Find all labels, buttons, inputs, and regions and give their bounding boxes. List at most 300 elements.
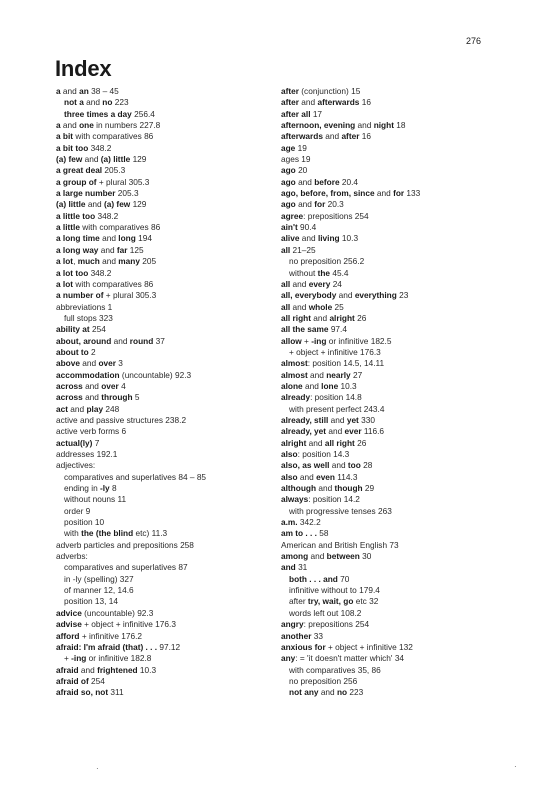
index-text: active and passive structures 238.2: [56, 414, 187, 425]
index-text: 20: [295, 165, 308, 176]
index-entry: [281, 506, 521, 517]
index-term: and: [281, 562, 296, 573]
index-entry: [281, 574, 521, 585]
index-text: 223: [112, 97, 129, 108]
index-entry: [56, 370, 271, 381]
index-entry: [56, 336, 271, 347]
index-entry: [281, 211, 521, 222]
index-term: ago: [281, 199, 296, 210]
index-entry: [281, 676, 521, 687]
index-text: and: [318, 687, 337, 698]
index-text: words left out 108.2: [289, 607, 362, 618]
index-text: adjectives:: [56, 460, 96, 471]
index-text: 5: [132, 392, 140, 403]
index-term: a.m.: [281, 517, 298, 528]
index-entry: [56, 426, 271, 437]
index-text: without nouns 11: [64, 494, 127, 505]
index-text: 16: [359, 131, 371, 142]
index-term: a long way: [56, 244, 99, 255]
index-text: + plural 305.3: [103, 290, 157, 301]
index-entry: [56, 143, 271, 154]
index-text: with comparatives 86: [79, 222, 161, 233]
index-text: and: [297, 471, 317, 482]
index-entry: [281, 279, 521, 290]
index-text: 129: [130, 154, 147, 165]
index-entry: [56, 358, 271, 369]
index-text: 30: [359, 551, 372, 562]
index-term: -ing: [71, 653, 87, 664]
index-term: afraid: [56, 664, 79, 675]
index-text: + plural 305.3: [96, 176, 150, 187]
index-text: 20.4: [339, 176, 359, 187]
index-text: and: [308, 551, 327, 562]
index-entry: [56, 199, 271, 210]
index-text: abbreviations 1: [56, 301, 113, 312]
index-text: ,: [73, 256, 78, 267]
index-text: 29: [362, 483, 375, 494]
index-text: : position 14.2: [308, 494, 360, 505]
index-text: ending in: [64, 483, 100, 494]
index-text: and: [83, 97, 103, 108]
index-text: and: [328, 414, 347, 425]
index-term: afterwards: [281, 131, 323, 142]
index-entry: [281, 131, 521, 142]
index-entry: [56, 494, 271, 505]
index-term: night: [373, 120, 394, 131]
index-text: active verb forms 6: [56, 426, 127, 437]
index-entry: [56, 290, 271, 301]
index-term: advise: [56, 619, 82, 630]
index-term: act: [56, 403, 68, 414]
index-entry: [56, 324, 271, 335]
index-text: + object + infinitive 176.3: [289, 346, 381, 357]
index-entry: [56, 517, 271, 528]
index-entry: [56, 381, 271, 392]
index-entry: [281, 631, 521, 642]
scan-mark: ·: [96, 764, 99, 773]
index-term: already, yet: [281, 426, 327, 437]
index-text: 10.3: [339, 233, 359, 244]
index-text: and: [374, 188, 394, 199]
index-text: and: [68, 403, 87, 414]
index-text: comparatives and superlatives 87: [64, 562, 188, 573]
index-text: etc) 11.3: [133, 528, 168, 539]
index-entry: [56, 120, 271, 131]
index-entry: [281, 426, 521, 437]
index-entry: [56, 631, 271, 642]
index-entry: [281, 381, 521, 392]
index-text: with progressive tenses 263: [289, 505, 392, 516]
index-text: and: [99, 233, 119, 244]
index-term: over: [98, 358, 116, 369]
index-entry: [281, 438, 521, 449]
index-text: 58: [316, 528, 329, 539]
index-text: or infinitive 182.5: [326, 335, 392, 346]
index-text: (uncountable) 92.3: [119, 369, 192, 380]
index-term: a little too: [56, 210, 96, 221]
index-term: after: [341, 131, 360, 142]
index-text: adverbs:: [56, 551, 88, 562]
index-entry: [56, 313, 271, 324]
index-text: no preposition 256.2: [289, 256, 365, 267]
index-entry: [281, 165, 521, 176]
index-entry: [281, 222, 521, 233]
index-term: an: [79, 86, 89, 96]
index-entry: [281, 449, 521, 460]
index-text: and: [82, 392, 102, 403]
index-entry: [56, 165, 271, 176]
index-text: 33: [311, 630, 323, 641]
index-text: with comparatives 86: [73, 131, 154, 142]
index-term: after: [281, 86, 299, 96]
index-term: though: [334, 483, 363, 494]
index-text: and: [290, 301, 309, 312]
index-term: afterwards: [317, 97, 360, 108]
index-text: 205.3: [115, 188, 139, 199]
index-entry: [281, 472, 521, 483]
index-text: and: [322, 131, 342, 142]
index-term: too: [347, 460, 361, 471]
index-term: almost: [281, 369, 308, 380]
index-text: and: [306, 437, 325, 448]
index-term: every: [308, 278, 331, 289]
index-text: and: [98, 244, 117, 255]
index-entry: [281, 494, 521, 505]
index-entry: [56, 279, 271, 290]
index-text: no preposition 256: [289, 675, 358, 686]
index-text: 31: [295, 562, 308, 573]
index-text: 8: [109, 483, 117, 494]
index-text: + object + infinitive 132: [325, 641, 413, 652]
index-text: 10.3: [137, 664, 157, 675]
index-term: not any: [289, 687, 319, 698]
index-text: infinitive without to 179.4: [289, 585, 380, 596]
index-term: also: [281, 471, 298, 482]
index-entry: [56, 392, 271, 403]
index-entry: [281, 154, 521, 165]
index-text: 24: [330, 278, 342, 289]
index-text: 16: [359, 97, 371, 108]
index-text: in -ly (spelling) 327: [64, 573, 134, 584]
index-text: without: [289, 267, 318, 278]
index-entry: [56, 211, 271, 222]
index-entry: [281, 120, 521, 131]
index-text: 330: [358, 414, 375, 425]
index-text: and: [307, 369, 327, 380]
index-term: for: [393, 188, 405, 199]
index-text: and: [355, 120, 374, 131]
index-text: : = 'it doesn't matter which' 34: [295, 653, 405, 664]
index-entry: [281, 619, 521, 630]
index-term: through: [101, 392, 133, 403]
index-text: position 13, 14: [64, 596, 118, 607]
index-entry: [281, 551, 521, 562]
index-term: although: [281, 483, 317, 494]
index-term: afraid: I'm afraid (that) . . .: [56, 641, 158, 652]
index-text: 19: [295, 142, 307, 153]
index-entry: [281, 483, 521, 494]
index-entry: [281, 540, 521, 551]
index-term: a lot too: [56, 267, 89, 278]
index-term: ability at: [56, 324, 90, 335]
index-term: anxious for: [281, 641, 326, 652]
index-term: accommodation: [56, 369, 120, 380]
index-text: 125: [127, 244, 144, 255]
index-text: 97.4: [328, 324, 347, 335]
index-term: actual(ly): [56, 437, 93, 448]
index-entry: [56, 438, 271, 449]
index-entry: [281, 336, 521, 347]
index-term: no: [102, 97, 113, 108]
index-text: + infinitive 176.2: [79, 630, 143, 641]
index-text: 21–25: [290, 244, 316, 255]
index-term: all right: [324, 437, 355, 448]
index-entry: [281, 302, 521, 313]
index-text: and: [82, 154, 101, 165]
index-text: comparatives and superlatives 84 – 85: [64, 471, 207, 482]
index-entry: [281, 143, 521, 154]
index-text: 348.2: [88, 142, 112, 153]
index-term: round: [129, 335, 154, 346]
index-term: even: [316, 471, 335, 482]
index-text: with comparatives 35, 86: [289, 664, 381, 675]
index-text: and: [111, 335, 130, 346]
index-text: 254: [89, 324, 106, 335]
index-term: everything: [354, 290, 397, 301]
index-text: 97.12: [157, 641, 181, 652]
index-text: 26: [354, 437, 367, 448]
index-text: 18: [393, 120, 406, 131]
index-text: 205.3: [102, 165, 126, 176]
index-entry: [56, 608, 271, 619]
index-term: allow: [281, 335, 302, 346]
index-text: with: [64, 528, 82, 539]
index-text: with comparatives 86: [73, 278, 154, 289]
index-entry: [56, 528, 271, 539]
index-term: the (the blind: [81, 528, 134, 539]
index-entry: [281, 256, 521, 267]
index-text: position 10: [64, 517, 105, 528]
index-text: 256.4: [131, 108, 155, 119]
page-number: 276: [466, 36, 482, 46]
index-text: etc 32: [353, 596, 379, 607]
index-term: (a) little: [100, 154, 131, 165]
index-entry: [56, 233, 271, 244]
index-text: and: [302, 380, 322, 391]
index-text: 28: [360, 460, 373, 471]
index-term: a: [56, 120, 61, 131]
index-term: among: [281, 551, 309, 562]
index-entry: [56, 415, 271, 426]
index-text: addresses 192.1: [56, 449, 118, 459]
index-text: and: [60, 86, 80, 96]
index-entry: [56, 188, 271, 199]
index-entry: [56, 676, 271, 687]
index-entry: [56, 665, 271, 676]
index-text: (uncountable) 92.3: [81, 607, 154, 618]
index-entry: [281, 245, 521, 256]
index-term: frightened: [97, 664, 138, 675]
index-text: + object + infinitive 176.3: [81, 619, 176, 630]
index-text: 133: [404, 188, 421, 199]
index-entry: [56, 109, 271, 120]
index-entry: [281, 347, 521, 358]
index-entry: [281, 177, 521, 188]
index-entry: [281, 370, 521, 381]
index-text: 3: [115, 358, 123, 369]
index-entry: [281, 642, 521, 653]
index-entry: [56, 460, 271, 471]
index-term: a group of: [56, 176, 97, 187]
index-text: 2: [88, 346, 96, 357]
scan-mark: ·: [514, 762, 517, 771]
index-text: : prepositions 254: [303, 210, 369, 221]
index-text: : position 14.3: [297, 449, 350, 459]
index-text: 25: [332, 301, 344, 312]
index-term: across: [56, 392, 83, 403]
index-entry: [281, 562, 521, 573]
index-term: almost: [281, 358, 308, 369]
index-entry: [56, 642, 271, 653]
index-term: agree: [281, 210, 304, 221]
index-term: a lot: [56, 278, 74, 289]
index-entry: [56, 86, 271, 97]
index-entry: [281, 585, 521, 596]
index-entry: [56, 562, 271, 573]
index-term: try, wait, go: [307, 596, 354, 607]
index-entry: [281, 86, 521, 97]
index-text: adverb particles and prepositions 258: [56, 539, 194, 550]
index-text: 20.3: [325, 199, 344, 210]
index-text: full stops 323: [64, 312, 113, 323]
index-text: 348.2: [88, 267, 112, 278]
index-term: about, around: [56, 335, 112, 346]
index-term: after: [281, 97, 299, 108]
index-term: -ly: [99, 483, 110, 494]
index-term: for: [314, 199, 326, 210]
index-term: all, everybody: [281, 290, 337, 301]
index-text: : position 14.5, 14.11: [307, 358, 385, 369]
index-text: and: [82, 380, 102, 391]
index-entry: [281, 358, 521, 369]
index-text: 10.3: [338, 380, 357, 391]
index-entry: [56, 222, 271, 233]
index-term: three times a day: [64, 108, 132, 119]
index-text: and: [326, 426, 345, 437]
index-entry: [281, 313, 521, 324]
index-text: 38 – 45: [88, 86, 119, 96]
index-text: and: [336, 290, 355, 301]
index-entry: [56, 256, 271, 267]
index-entry: [56, 97, 271, 108]
index-term: ever: [344, 426, 362, 437]
index-text: ages 19: [281, 154, 311, 165]
index-text: : prepositions 254: [303, 619, 370, 630]
index-entry: [281, 404, 521, 415]
index-text: +: [301, 335, 312, 346]
index-text: (conjunction) 15: [298, 86, 361, 96]
index-column-left: [56, 86, 271, 699]
index-term: long: [118, 233, 136, 244]
index-entry: [56, 268, 271, 279]
index-text: and: [310, 312, 330, 323]
index-term: am to . . .: [281, 528, 317, 539]
index-term: a large number: [56, 188, 116, 199]
index-entry: [281, 596, 521, 607]
index-term: alright: [281, 437, 307, 448]
index-term: whole: [308, 301, 333, 312]
index-term: one: [79, 120, 94, 131]
index-entry: [281, 528, 521, 539]
index-term: alright: [329, 312, 355, 323]
index-entry: [281, 460, 521, 471]
index-entry: [281, 268, 521, 279]
index-text: and: [79, 358, 99, 369]
index-term: nearly: [326, 369, 351, 380]
index-term: yet: [346, 414, 359, 425]
index-text: and: [299, 233, 318, 244]
index-term: both . . . and: [289, 573, 338, 584]
index-entry: [56, 472, 271, 483]
index-text: 26: [354, 312, 367, 323]
index-term: after all: [281, 108, 311, 119]
index-entry: [281, 415, 521, 426]
index-entry: [281, 608, 521, 619]
index-term: far: [116, 244, 128, 255]
index-term: ago: [281, 176, 296, 187]
index-column-right: [281, 86, 521, 699]
index-text: and: [85, 199, 104, 210]
index-text: and: [316, 483, 335, 494]
index-text: 114.3: [335, 471, 358, 482]
index-entry: [281, 199, 521, 210]
index-term: (a) few: [103, 199, 131, 210]
index-entry: [281, 188, 521, 199]
index-text: 45.4: [330, 267, 349, 278]
index-term: advice: [56, 607, 82, 618]
index-term: another: [281, 630, 312, 641]
index-term: many: [118, 256, 140, 267]
index-term: already, still: [281, 414, 329, 425]
index-term: a: [56, 86, 61, 96]
index-term: over: [101, 380, 119, 391]
index-term: about to: [56, 346, 89, 357]
index-entry: [281, 109, 521, 120]
index-term: living: [317, 233, 340, 244]
index-text: and: [78, 664, 98, 675]
index-term: play: [86, 403, 104, 414]
index-term: afford: [56, 630, 80, 641]
index-term: all the same: [281, 324, 329, 335]
index-entry: [56, 404, 271, 415]
index-entry: [56, 347, 271, 358]
index-term: alone: [281, 380, 303, 391]
index-text: in numbers 227.8: [93, 120, 161, 131]
index-text: +: [64, 653, 72, 664]
index-text: 223: [347, 687, 364, 698]
index-entry: [56, 506, 271, 517]
index-term: a bit too: [56, 142, 89, 153]
index-text: 17: [310, 108, 323, 119]
index-entry: [56, 154, 271, 165]
index-term: afternoon, evening: [281, 120, 356, 131]
index-entry: [281, 233, 521, 244]
index-term: a number of: [56, 290, 104, 301]
index-entry: [56, 619, 271, 630]
index-term: no: [336, 687, 348, 698]
index-term: a long time: [56, 233, 100, 244]
index-text: 27: [350, 369, 363, 380]
